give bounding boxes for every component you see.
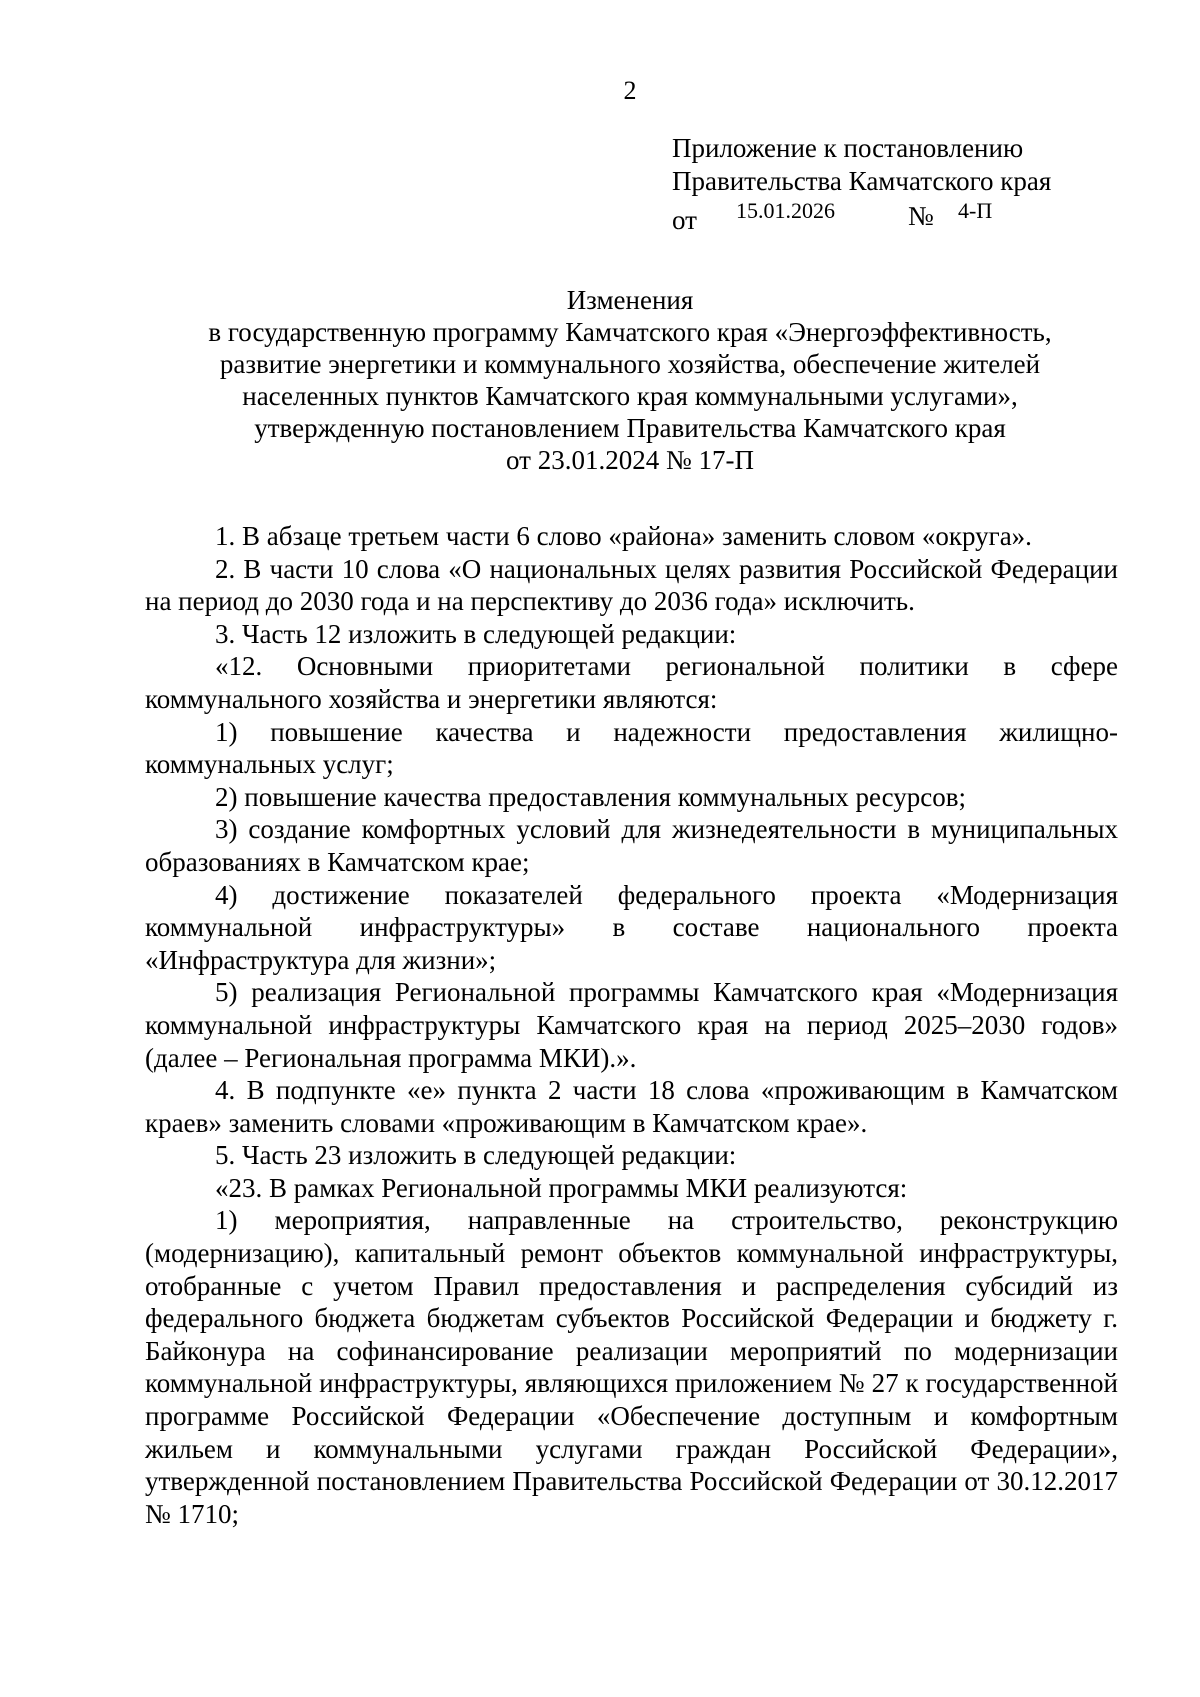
title-line-5: от 23.01.2024 № 17-П (506, 445, 754, 475)
title-line-4: утвержденную постановлением Правительства Камчатского края (254, 413, 1006, 443)
document-date: 15.01.2026 (736, 198, 835, 223)
paragraph-12: «23. В рамках Региональной программы МКИ реализуются: (215, 1172, 908, 1203)
paragraph-8: 4) достижение показателей федерального проекта «Модернизация коммунальной инфраструктуры» в составе национального проекта «Инфраструктура для жизни»; (145, 879, 1118, 975)
document-number: 4-П (958, 198, 993, 223)
approval-date-line (672, 198, 1051, 234)
paragraph-6: 2) повышение качества предоставления коммунальных ресурсов; (215, 781, 966, 812)
paragraph-10: 4. В подпункте «е» пункта 2 части 18 слова «проживающим в Камчатском краев» заменить словами «проживающим в Камчатском крае». (145, 1075, 1118, 1138)
approval-block (672, 132, 1051, 234)
paragraph-3: 3. Часть 12 изложить в следующей редакции: (215, 618, 737, 649)
approval-line-1: Приложение к постановлению (672, 133, 1024, 163)
paragraph-11: 5. Часть 23 изложить в следующей редакции: (215, 1140, 737, 1171)
paragraph-5: 1) повышение качества и надежности предоставления жилищно-коммунальных услуг; (145, 716, 1118, 780)
title-line-2: развитие энергетики и коммунального хозяйства, обеспечение жителей (219, 349, 1041, 379)
title-heading: Изменения (566, 285, 694, 315)
document-body (145, 520, 1118, 1530)
document-title (140, 284, 1120, 476)
page-number: 2 (623, 76, 637, 105)
number-sign: № (908, 201, 934, 231)
title-line-3: населенных пунктов Камчатского края коммунальными услугами», (242, 381, 1018, 411)
paragraph-7: 3) создание комфортных условий для жизнедеятельности в муниципальных образованиях в Камчатском крае; (145, 814, 1118, 877)
paragraph-9: 5) реализация Региональной программы Камчатского края «Модернизация коммунальной инфраструктуры Камчатского края на период 2025–2030 годов» (далее – Региональная программа МКИ).». (145, 977, 1118, 1073)
title-line-1: в государственную программу Камчатского края «Энергоэффективность, (208, 317, 1052, 347)
from-label: от (672, 205, 697, 235)
paragraph-1: 1. В абзаце третьем части 6 слово «района» заменить словом «округа». (215, 521, 1032, 551)
paragraph-13: 1) мероприятия, направленные на строительство, реконструкцию (модернизацию), капитальный ремонт объектов коммунальной инфраструктуры, отобранные с учетом Правил предоставления и распределения субсидий из федерального бюджета бюджетам субъектов Российской Федерации и бюджету г. Байконура на софинансирование реализации мероприятий по модернизации коммунальной инфраструктуры, являющихся приложением № 27 к государственной программе Российской Федерации «Обеспечение доступным и комфортным жильем и коммунальными услугами граждан Российской Федерации», утвержденной постановлением Правительства Российской Федерации от 30.12.2017 № 1710; (145, 1205, 1118, 1529)
paragraph-4: «12. Основными приоритетами региональной политики в сфере коммунального хозяйства и энергетики являются: (145, 651, 1118, 714)
paragraph-2: 2. В части 10 слова «О национальных целях развития Российской Федерации на период до 2030 года и на перспективу до 2036 года» исключить. (145, 553, 1118, 617)
approval-line-2: Правительства Камчатского края (672, 166, 1052, 196)
